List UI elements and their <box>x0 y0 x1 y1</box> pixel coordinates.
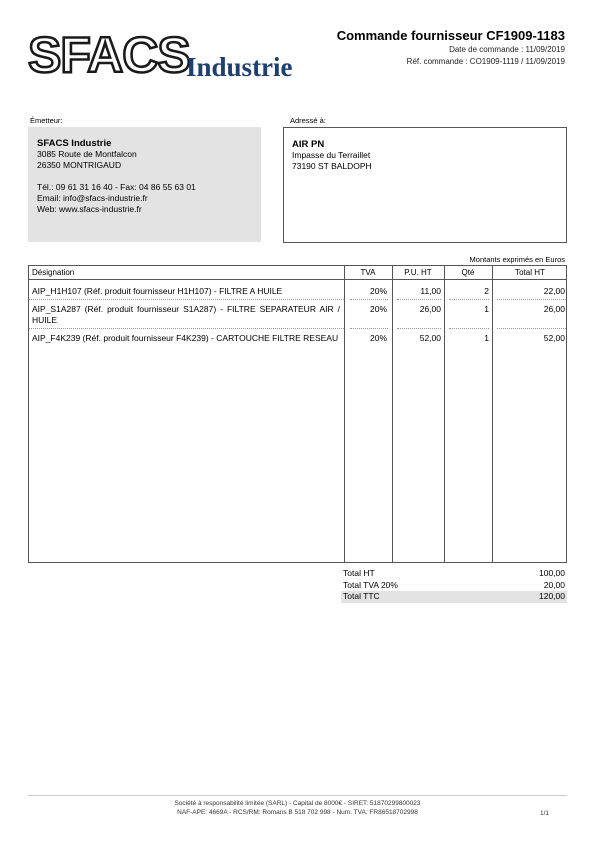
column-header-unit-price: P.U. HT <box>404 268 432 277</box>
table-row-unit-price: 11,00 <box>420 286 441 296</box>
footer-legal-line-1: Société à responsabilité limitée (SARL) - Capital de 8000€ - SIRET: 51870299800023 <box>174 800 421 807</box>
recipient-city: 73190 ST BALDOPH <box>292 161 372 171</box>
column-header-total: Total HT <box>515 268 545 277</box>
order-reference: Réf. commande : CO1909-1119 / 11/09/2019 <box>406 57 565 66</box>
recipient-street: Impasse du Terraillet <box>292 150 371 160</box>
table-row-quantity: 2 <box>484 286 489 296</box>
order-date: Date de commande : 11/09/2019 <box>449 45 565 54</box>
recipient-name: AIR PN <box>292 139 325 150</box>
table-row-tva: 20% <box>369 333 387 343</box>
currency-note: Montants exprimés en Euros <box>469 255 565 264</box>
total-tva-value: 20,00 <box>543 579 565 590</box>
logo-brand-text: SFACS <box>28 27 190 83</box>
logo-suffix-text: Industrie <box>186 52 293 82</box>
column-header-designation: Désignation <box>32 268 75 277</box>
total-tva-row <box>341 580 567 592</box>
footer-legal-line-2: NAF-APE: 4669A - RCS/RM: Romans B 518 702 998 - Num. TVA: FR86518702998 <box>177 809 418 816</box>
table-row-designation: AIP_F4K239 (Réf. produit fournisseur F4K239) - CARTOUCHE FILTRE RESEAU <box>32 333 339 343</box>
sender-email: Email: info@sfacs-industrie.fr <box>37 193 148 203</box>
page-number: 1/1 <box>539 810 549 817</box>
total-ht-row <box>341 568 567 580</box>
table-row-quantity: 1 <box>484 304 489 314</box>
column-header-tva: TVA <box>360 268 376 277</box>
total-ht-label: Total HT <box>343 568 375 578</box>
table-row-tva: 20% <box>369 304 387 314</box>
total-ttc-value: 120,00 <box>539 591 565 601</box>
table-row-unit-price: 52,00 <box>419 333 441 343</box>
total-tva-label: Total TVA 20% <box>343 579 398 590</box>
table-row-tva: 20% <box>369 286 387 296</box>
total-ttc-row <box>341 591 567 603</box>
total-ttc-label: Total TTC <box>343 591 380 601</box>
totals-block <box>341 568 567 603</box>
sender-name: SFACS Industrie <box>37 138 112 149</box>
company-logo <box>28 27 318 85</box>
table-row-unit-price: 26,00 <box>419 304 441 314</box>
sender-phone: Tél.: 09 61 31 16 40 - Fax: 04 86 55 63 01 <box>37 182 196 192</box>
column-header-quantity: Qté <box>461 268 475 277</box>
table-row-total: 26,00 <box>543 304 565 314</box>
recipient-panel <box>283 127 567 243</box>
sender-panel <box>28 127 261 242</box>
table-row-designation: AIP_S1A287 (Réf. produit fournisseur S1A287) - FILTRE SEPARATEUR AIR / HUILE <box>32 304 340 325</box>
footer-divider <box>28 795 567 796</box>
table-row-total: 22,00 <box>543 286 565 296</box>
table-row-total: 52,00 <box>543 333 565 343</box>
sender-web: Web: www.sfacs-industrie.fr <box>37 204 142 214</box>
sender-street: 3085 Route de Montfalcon <box>37 149 137 159</box>
sender-city: 26350 MONTRIGAUD <box>37 160 122 170</box>
document-title: Commande fournisseur CF1909-1183 <box>336 28 565 43</box>
table-row-designation: AIP_H1H107 (Réf. produit fournisseur H1H107) - FILTRE A HUILE <box>32 286 283 296</box>
items-table <box>28 265 567 563</box>
sender-label: Émetteur: <box>30 116 63 125</box>
recipient-label: Adressé à: <box>290 116 326 125</box>
total-ht-value: 100,00 <box>539 568 565 578</box>
table-row-quantity: 1 <box>484 333 489 343</box>
